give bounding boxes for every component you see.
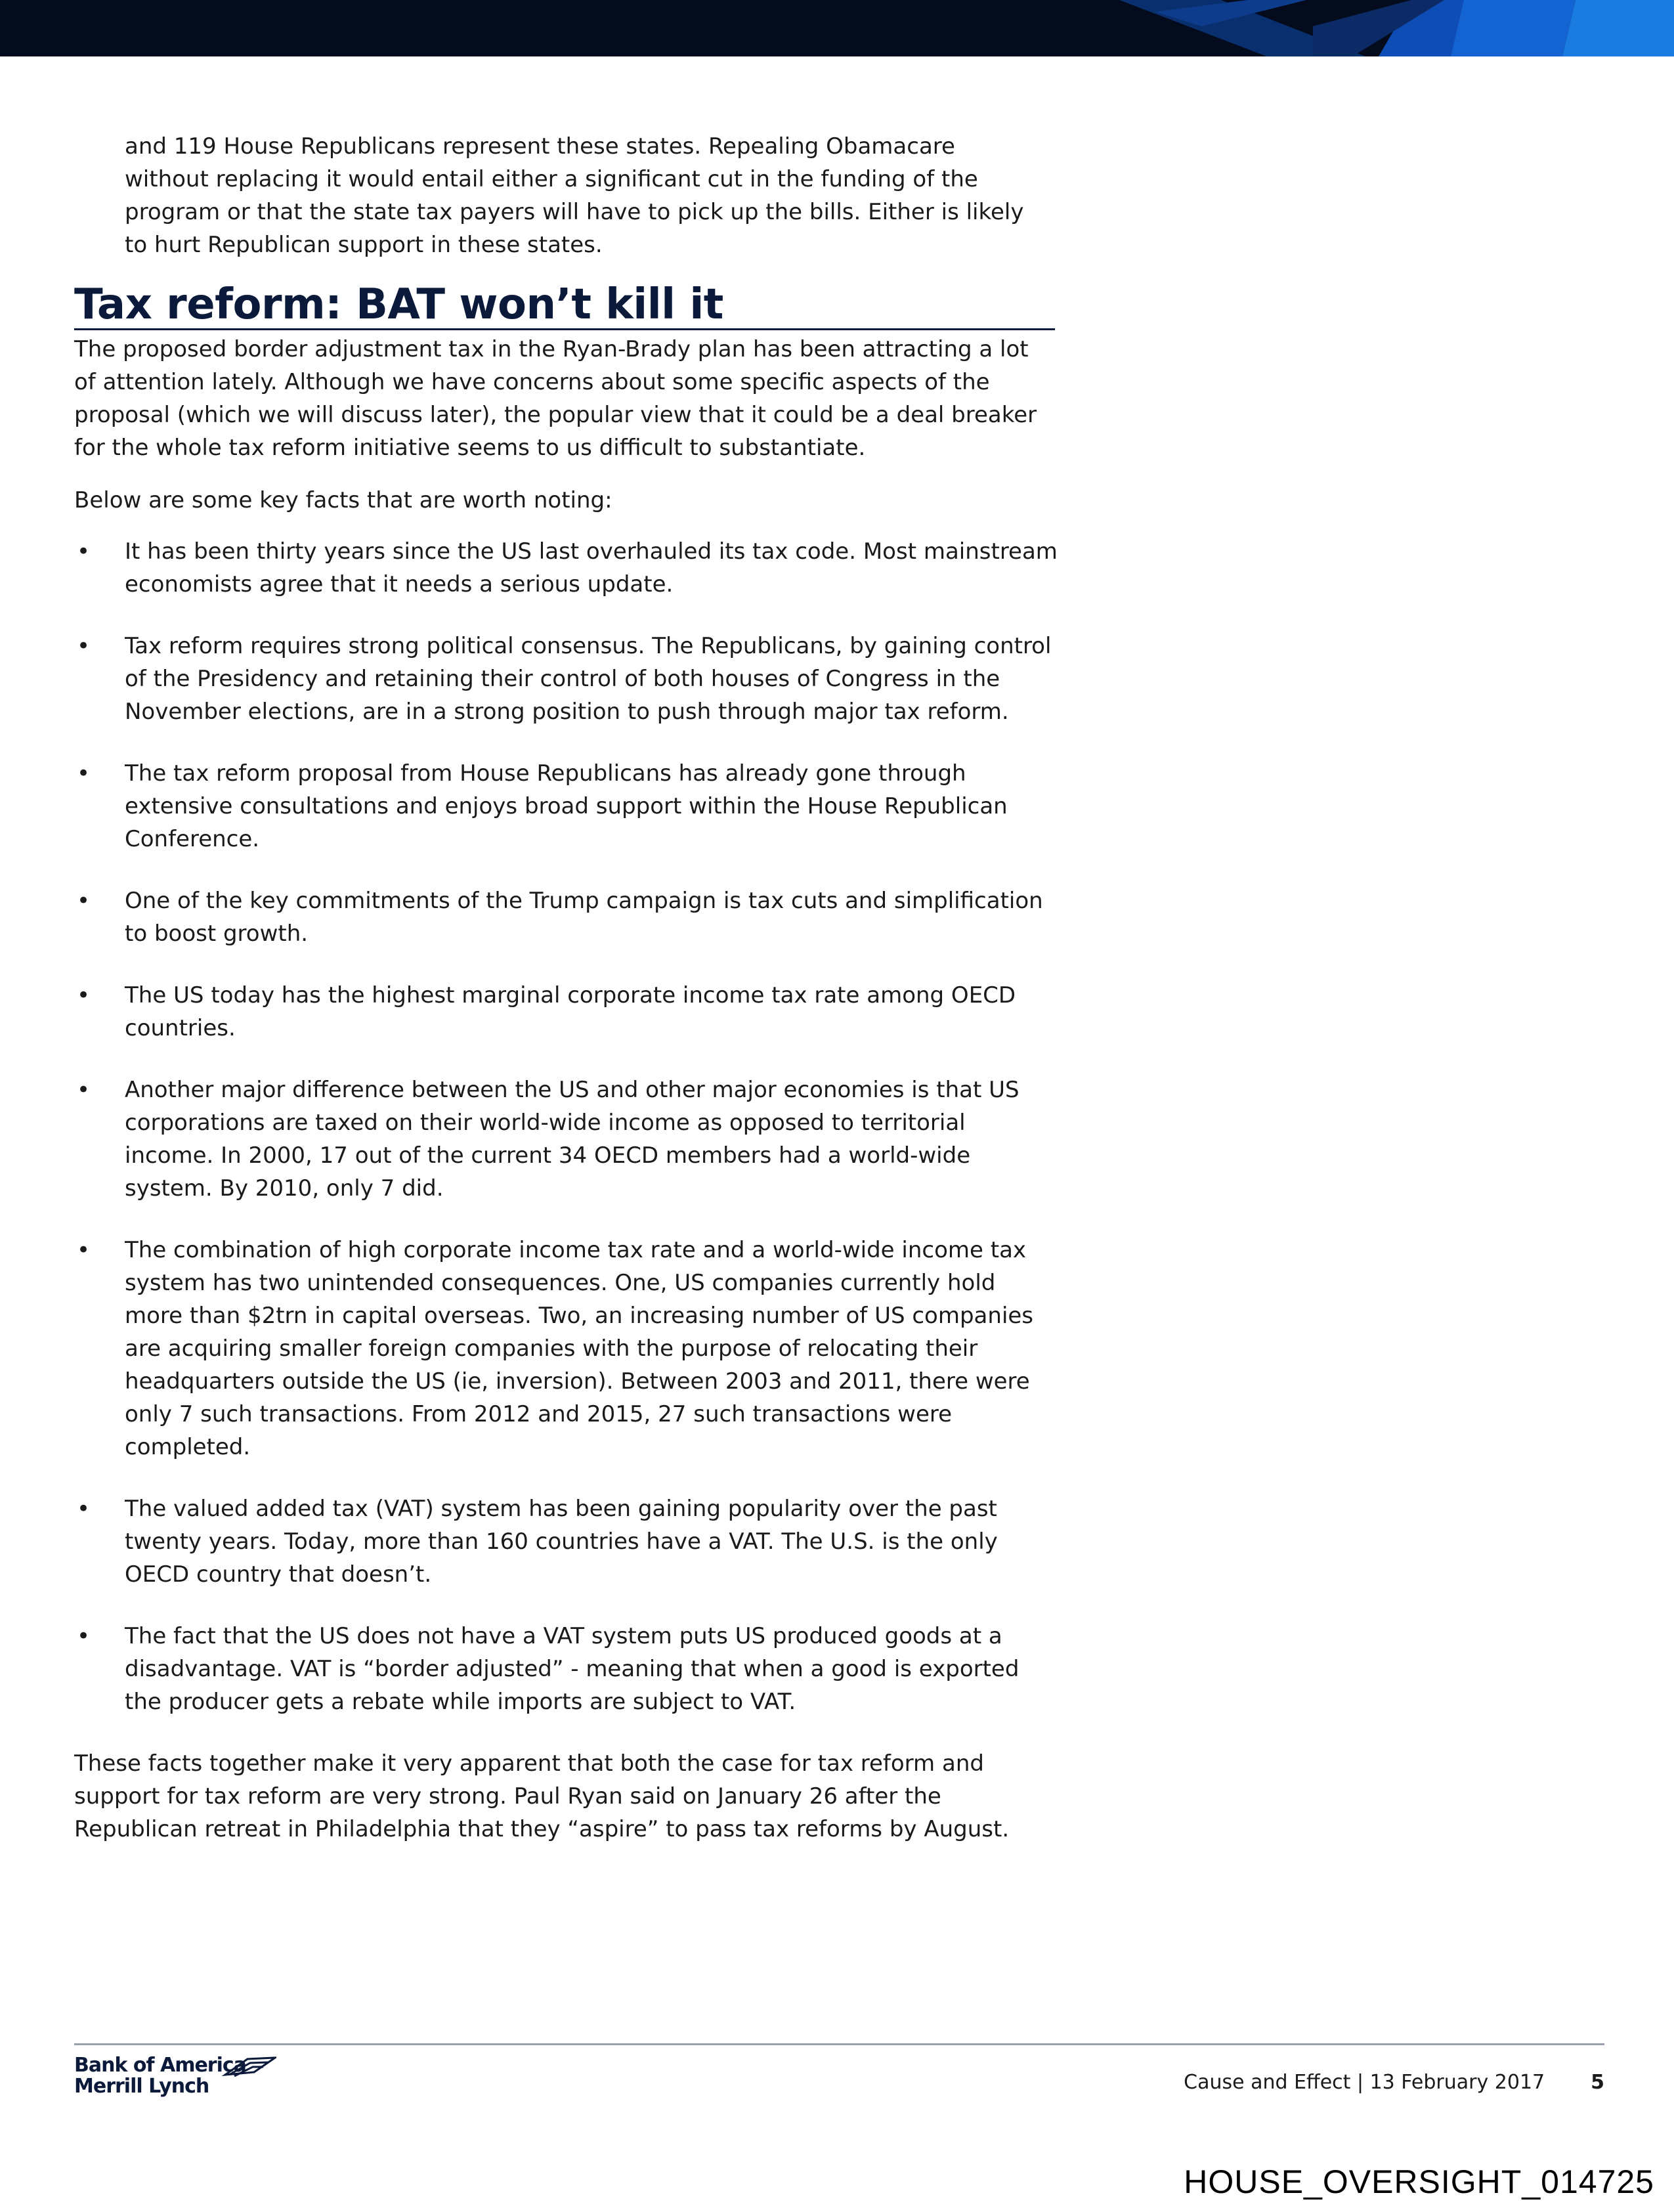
- lead-sentence: Below are some key facts that are worth noting:: [74, 487, 612, 513]
- footer-rule: [74, 2043, 1604, 2045]
- list-item: [74, 757, 1059, 856]
- page-body: [74, 130, 1059, 1846]
- list-item: [74, 1234, 1059, 1464]
- list-item-text: The fact that the US does not have a VAT system puts US produced goods at a disadvantage. VAT is “border adjusted” - meaning that when a good is exported the producer gets a rebate while imports are subject to VAT.: [125, 1623, 1019, 1715]
- bullet-icon: •: [77, 1237, 91, 1263]
- list-item-text: The valued added tax (VAT) system has been gaining popularity over the past twenty years. Today, more than 160 countries have a VAT. The U.S. is the only OECD country that doesn’t.: [125, 1496, 998, 1588]
- bank-logo: [74, 2055, 278, 2108]
- list-item: [74, 1073, 1059, 1205]
- page-number: 5: [1591, 2071, 1604, 2094]
- logo-line-2: Merrill Lynch: [74, 2075, 209, 2098]
- list-item: [74, 884, 1059, 950]
- list-item: [74, 535, 1059, 601]
- bullet-icon: •: [77, 538, 91, 565]
- header-banner: [0, 0, 1674, 56]
- bates-stamp: HOUSE_OVERSIGHT_014725: [1184, 2163, 1654, 2200]
- list-item-text: Tax reform requires strong political consensus. The Republicans, by gaining control of the Presidency and retaining their control of both houses of Congress in the November elections, are in a strong position to push through major tax reform.: [125, 633, 1052, 725]
- list-item-text: One of the key commitments of the Trump campaign is tax cuts and simplification to boost growth.: [125, 888, 1043, 947]
- list-item-text: The US today has the highest marginal corporate income tax rate among OECD countries.: [125, 982, 1016, 1041]
- list-item-text: Another major difference between the US and other major economies is that US corporations are taxed on their world-wide income as opposed to territorial income. In 2000, 17 out of the current 34 OECD members had a world-wide system. By 2010, only 7 did.: [125, 1077, 1019, 1202]
- logo-line-1: Bank of America: [74, 2054, 246, 2077]
- list-item: [74, 630, 1059, 728]
- bullet-icon: •: [77, 633, 91, 659]
- list-item-text: The tax reform proposal from House Republicans has already gone through extensive consultations and enjoys broad support within the House Republican Conference.: [125, 760, 1008, 852]
- bullet-icon: •: [77, 1623, 91, 1649]
- list-item-text: The combination of high corporate income tax rate and a world-wide income tax system has two unintended consequences. One, US companies currently hold more than $2trn in capital overseas. Two, an increasing number of US companies are acquiring smaller foreign companies with the purpose of relocating their headquarters outside the US (ie, inversion). Between 2003 and 2011, there were only 7 such transactions. From 2012 and 2015, 27 such transactions were completed.: [125, 1237, 1034, 1460]
- bullet-icon: •: [77, 982, 91, 1008]
- list-item: [74, 1492, 1059, 1591]
- bullet-icon: •: [77, 760, 91, 787]
- section-heading: Tax reform: BAT won’t kill it: [74, 280, 723, 329]
- bullet-icon: •: [77, 888, 91, 914]
- banner-stripes: [0, 0, 1674, 56]
- key-facts-list: [74, 535, 1059, 1718]
- bullet-icon: •: [77, 1496, 91, 1522]
- closing-paragraph: These facts together make it very apparent that both the case for tax reform and support for tax reform are very strong. Paul Ryan said on January 26 after the Republican retreat in Philadelphia that they “aspire” to pass tax reforms by August.: [74, 1750, 1010, 1842]
- bullet-icon: •: [77, 1077, 91, 1103]
- flag-logo-icon: [220, 2055, 276, 2081]
- footer-meta: [1184, 2070, 1604, 2096]
- list-item: [74, 979, 1059, 1045]
- intro-paragraph: The proposed border adjustment tax in the Ryan-Brady plan has been attracting a lot of attention lately. Although we have concerns about some specific aspects of the proposal (which we will discuss later), the popular view that it could be a deal breaker for the whole tax reform initiative seems to us difficult to substantiate.: [74, 336, 1037, 461]
- publication-info: Cause and Effect | 13 February 2017: [1184, 2071, 1545, 2094]
- list-item-text: It has been thirty years since the US last overhauled its tax code. Most mainstream economists agree that it needs a serious update.: [125, 538, 1058, 597]
- continuation-paragraph: and 119 House Republicans represent these states. Repealing Obamacare without replacing it would entail either a significant cut in the funding of the program or that the state tax payers will have to pick up the bills. Either is likely to hurt Republican support in these states.: [125, 133, 1024, 258]
- list-item: [74, 1620, 1059, 1718]
